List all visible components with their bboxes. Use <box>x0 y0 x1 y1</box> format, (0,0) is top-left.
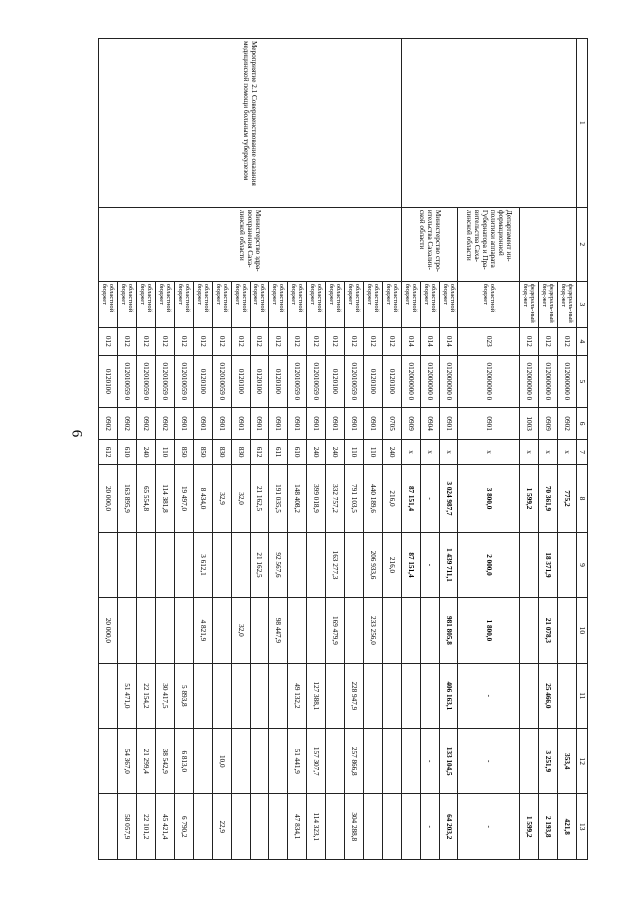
funding-source-cell: областной бюджет <box>458 281 520 327</box>
value-cell: 012 <box>558 328 577 355</box>
value-cell: 012 <box>288 328 307 355</box>
table-row <box>382 39 401 860</box>
column-header: 8 <box>577 465 588 533</box>
value-cell: - <box>458 729 520 794</box>
value-cell: 012 <box>118 328 137 355</box>
value-cell: 87 151,4 <box>401 465 420 533</box>
value-cell: 6 813,0 <box>174 729 193 794</box>
value-cell: 127 388,1 <box>307 663 326 728</box>
value-cell <box>174 532 193 597</box>
budget-table <box>98 38 588 860</box>
funding-source-cell: областной бюджет <box>174 281 193 327</box>
value-cell: 0120100 <box>99 355 118 408</box>
value-cell: 98 447,9 <box>269 598 288 663</box>
value-cell: 023 <box>458 328 520 355</box>
value-cell: 1 800,0 <box>458 598 520 663</box>
value-cell: 114 323,1 <box>307 794 326 860</box>
value-cell: 012 <box>326 328 345 355</box>
value-cell: 206 933,6 <box>363 532 382 597</box>
value-cell: 012 <box>155 328 174 355</box>
value-cell: 012 <box>231 328 250 355</box>
value-cell: х <box>520 439 539 464</box>
value-cell: 2 193,8 <box>539 794 558 860</box>
value-cell: 014 <box>420 328 439 355</box>
funding-source-cell: областной бюджет <box>137 281 156 327</box>
value-cell: 014 <box>439 328 458 355</box>
value-cell: 22 154,2 <box>137 663 156 728</box>
value-cell: х <box>458 439 520 464</box>
value-cell: 0909 <box>539 408 558 440</box>
value-cell: - <box>458 794 520 860</box>
value-cell: 0902 <box>155 408 174 440</box>
value-cell: 0120100 <box>326 355 345 408</box>
health-ministry-cell: Министерство здра-воохранения Саха-линской области <box>99 207 402 281</box>
value-cell: 0120100 <box>269 355 288 408</box>
value-cell <box>250 598 269 663</box>
column-header: 6 <box>577 408 588 440</box>
value-cell: 5 893,8 <box>174 663 193 728</box>
value-cell: 51 441,9 <box>288 729 307 794</box>
value-cell: х <box>401 439 420 464</box>
value-cell: 012 <box>363 328 382 355</box>
funding-source-cell: федераль-ный бюд-жет <box>558 281 577 327</box>
value-cell: 38 542,9 <box>155 729 174 794</box>
value-cell: 304 288,8 <box>345 794 364 860</box>
value-cell: 45 421,4 <box>155 794 174 860</box>
column-header: 9 <box>577 532 588 597</box>
value-cell <box>231 663 250 728</box>
value-cell: 1 599,2 <box>520 465 539 533</box>
value-cell: 012 <box>382 328 401 355</box>
value-cell: 21 162,5 <box>250 465 269 533</box>
value-cell: 012010059 0 <box>212 355 231 408</box>
value-cell: 2 000,0 <box>458 532 520 597</box>
value-cell: х <box>420 439 439 464</box>
value-cell: 1 439 711,1 <box>439 532 458 597</box>
value-cell: 32,0 <box>231 598 250 663</box>
value-cell: 0120100 <box>363 355 382 408</box>
value-cell: 399 018,9 <box>307 465 326 533</box>
value-cell: 92 567,6 <box>269 532 288 597</box>
value-cell <box>363 794 382 860</box>
value-cell <box>212 532 231 597</box>
value-cell: 610 <box>288 439 307 464</box>
value-cell: 70 361,9 <box>539 465 558 533</box>
value-cell: 014 <box>401 328 420 355</box>
value-cell: 163 277,3 <box>326 532 345 597</box>
executor-cell-empty <box>520 207 577 281</box>
funding-source-cell: областной бюджет <box>212 281 231 327</box>
value-cell: 830 <box>231 439 250 464</box>
column-header: 13 <box>577 794 588 860</box>
value-cell: 012 <box>307 328 326 355</box>
value-cell: 0901 <box>439 408 458 440</box>
value-cell: 233 256,0 <box>363 598 382 663</box>
value-cell: 110 <box>345 439 364 464</box>
column-header: 12 <box>577 729 588 794</box>
value-cell <box>401 794 420 860</box>
funding-source-cell: областной бюджет <box>250 281 269 327</box>
value-cell: 850 <box>174 439 193 464</box>
value-cell <box>174 598 193 663</box>
value-cell <box>269 663 288 728</box>
value-cell: 775,2 <box>558 465 577 533</box>
value-cell: 012010059 0 <box>174 355 193 408</box>
value-cell: 19 497,0 <box>174 465 193 533</box>
value-cell <box>231 729 250 794</box>
value-cell: 0901 <box>269 408 288 440</box>
value-cell: 8 434,0 <box>193 465 212 533</box>
value-cell <box>99 794 118 860</box>
value-cell <box>137 532 156 597</box>
value-cell <box>520 598 539 663</box>
value-cell <box>382 598 401 663</box>
value-cell: 4 821,9 <box>193 598 212 663</box>
value-cell: 012 <box>174 328 193 355</box>
value-cell: 012 <box>345 328 364 355</box>
value-cell <box>558 663 577 728</box>
value-cell: 0120100 <box>193 355 212 408</box>
value-cell: 0901 <box>174 408 193 440</box>
value-cell: 791 103,5 <box>345 465 364 533</box>
value-cell <box>269 729 288 794</box>
value-cell: 65 554,8 <box>137 465 156 533</box>
funding-source-cell: областной бюджет <box>99 281 118 327</box>
table-container <box>98 38 588 860</box>
value-cell: 157 307,7 <box>307 729 326 794</box>
value-cell <box>118 532 137 597</box>
value-cell: 0901 <box>288 408 307 440</box>
value-cell: 30 417,5 <box>155 663 174 728</box>
funding-source-cell: федераль-ный бюд-жет <box>520 281 539 327</box>
value-cell: - <box>420 465 439 533</box>
value-cell: 110 <box>155 439 174 464</box>
value-cell: 133 104,5 <box>439 729 458 794</box>
value-cell: 216,0 <box>382 465 401 533</box>
funding-source-cell: областной бюджет <box>118 281 137 327</box>
value-cell <box>250 729 269 794</box>
funding-source-cell: областной бюджет <box>231 281 250 327</box>
funding-source-cell: областной бюджет <box>420 281 439 327</box>
funding-source-cell: областной бюджет <box>345 281 364 327</box>
value-cell <box>307 598 326 663</box>
value-cell: 10,0 <box>212 729 231 794</box>
value-cell: 0902 <box>137 408 156 440</box>
value-cell: - <box>458 663 520 728</box>
value-cell: 0120100 <box>250 355 269 408</box>
value-cell <box>193 794 212 860</box>
value-cell <box>212 598 231 663</box>
value-cell: 3 024 987,7 <box>439 465 458 533</box>
column-header: 5 <box>577 355 588 408</box>
value-cell: 012 <box>99 328 118 355</box>
rotated-page <box>98 38 588 860</box>
value-cell: - <box>420 729 439 794</box>
value-cell: 012 <box>250 328 269 355</box>
value-cell: 406 163,1 <box>439 663 458 728</box>
value-cell <box>193 729 212 794</box>
value-cell: 0902 <box>558 408 577 440</box>
value-cell: 012 <box>520 328 539 355</box>
value-cell <box>155 532 174 597</box>
value-cell: - <box>420 532 439 597</box>
value-cell: 012 <box>193 328 212 355</box>
value-cell: 0901 <box>345 408 364 440</box>
funding-source-cell: областной бюджет <box>193 281 212 327</box>
value-cell <box>250 794 269 860</box>
value-cell: 012000000 0 <box>401 355 420 408</box>
value-cell: 012 <box>539 328 558 355</box>
value-cell <box>401 663 420 728</box>
value-cell: - <box>420 794 439 860</box>
value-cell: 012000000 0 <box>558 355 577 408</box>
value-cell <box>326 729 345 794</box>
value-cell: 440 189,6 <box>363 465 382 533</box>
value-cell: 64 203,2 <box>439 794 458 860</box>
value-cell: 257 866,8 <box>345 729 364 794</box>
value-cell: 21 078,3 <box>539 598 558 663</box>
value-cell: 0901 <box>363 408 382 440</box>
value-cell <box>231 794 250 860</box>
column-header: 1 <box>577 39 588 208</box>
funding-source-cell: областной бюджет <box>307 281 326 327</box>
value-cell: 610 <box>118 439 137 464</box>
value-cell <box>99 729 118 794</box>
value-cell: 012000000 0 <box>539 355 558 408</box>
value-cell: 18 371,9 <box>539 532 558 597</box>
value-cell: 981 805,8 <box>439 598 458 663</box>
value-cell <box>520 663 539 728</box>
value-cell: 012010059 0 <box>155 355 174 408</box>
value-cell: 32,9 <box>212 465 231 533</box>
value-cell: 47 834,1 <box>288 794 307 860</box>
value-cell: 51 471,0 <box>118 663 137 728</box>
value-cell <box>250 663 269 728</box>
value-cell: 240 <box>326 439 345 464</box>
value-cell: 87 151,4 <box>401 532 420 597</box>
value-cell: 163 895,9 <box>118 465 137 533</box>
value-cell: 240 <box>137 439 156 464</box>
value-cell: 0901 <box>193 408 212 440</box>
page-number: 6 <box>68 429 85 438</box>
value-cell: х <box>558 439 577 464</box>
value-cell <box>420 663 439 728</box>
table-body <box>99 39 577 860</box>
value-cell <box>520 729 539 794</box>
value-cell <box>420 598 439 663</box>
value-cell <box>382 794 401 860</box>
value-cell: 012000000 0 <box>458 355 520 408</box>
value-cell <box>231 532 250 597</box>
value-cell <box>363 729 382 794</box>
value-cell <box>326 794 345 860</box>
value-cell: 012010059 0 <box>137 355 156 408</box>
value-cell: 191 035,5 <box>269 465 288 533</box>
value-cell: 612 <box>99 439 118 464</box>
value-cell: х <box>439 439 458 464</box>
value-cell <box>401 729 420 794</box>
value-cell: х <box>539 439 558 464</box>
value-cell <box>558 532 577 597</box>
funding-source-cell: областной бюджет <box>382 281 401 327</box>
value-cell: 216,0 <box>382 532 401 597</box>
value-cell: 332 757,2 <box>326 465 345 533</box>
value-cell: 012010059 0 <box>307 355 326 408</box>
value-cell: 012000000 0 <box>439 355 458 408</box>
value-cell <box>401 598 420 663</box>
value-cell: 22,9 <box>212 794 231 860</box>
funding-source-cell: областной бюджет <box>269 281 288 327</box>
value-cell: 169 479,9 <box>326 598 345 663</box>
funding-source-cell: областной бюджет <box>326 281 345 327</box>
value-cell: 012 <box>269 328 288 355</box>
value-cell <box>118 598 137 663</box>
value-cell <box>363 663 382 728</box>
value-cell: 0902 <box>99 408 118 440</box>
value-cell: 012 <box>212 328 231 355</box>
value-cell: 012010059 0 <box>345 355 364 408</box>
value-cell: 3 251,9 <box>539 729 558 794</box>
value-cell <box>269 794 288 860</box>
value-cell: 0901 <box>250 408 269 440</box>
value-cell: 0909 <box>401 408 420 440</box>
value-cell <box>288 598 307 663</box>
value-cell <box>288 532 307 597</box>
value-cell: 25 466,0 <box>539 663 558 728</box>
value-cell: 114 381,8 <box>155 465 174 533</box>
value-cell: 0904 <box>420 408 439 440</box>
value-cell: 012010059 0 <box>288 355 307 408</box>
column-header: 10 <box>577 598 588 663</box>
value-cell: 0120100 <box>382 355 401 408</box>
column-number-row <box>577 39 588 860</box>
value-cell: 0902 <box>118 408 137 440</box>
value-cell: 850 <box>193 439 212 464</box>
value-cell <box>99 663 118 728</box>
construction-ministry-cell: Министерство стро-ительства Сахалин-ской области <box>401 207 458 281</box>
value-cell <box>326 663 345 728</box>
funding-source-cell: федераль-ный бюд-жет <box>539 281 558 327</box>
value-cell: 1 599,2 <box>520 794 539 860</box>
value-cell: 20 000,0 <box>99 598 118 663</box>
funding-source-cell: областной бюджет <box>363 281 382 327</box>
measure-2-1-cell: Мероприятие 2.1 Совершенствование оказания медицинской помощи больным туберкулезом <box>99 39 402 208</box>
value-cell <box>345 598 364 663</box>
measure-cell-empty <box>401 39 576 208</box>
value-cell <box>137 598 156 663</box>
value-cell: 830 <box>212 439 231 464</box>
value-cell: 421,8 <box>558 794 577 860</box>
info-policy-dept-cell: Департамент ин-формационной политики аппарата Губернатора и Пра-вительства Саха-линской области <box>458 207 520 281</box>
value-cell: 6 790,2 <box>174 794 193 860</box>
value-cell: 0705 <box>382 408 401 440</box>
value-cell: 353,4 <box>558 729 577 794</box>
value-cell: 20 000,0 <box>99 465 118 533</box>
funding-source-cell: областной бюджет <box>288 281 307 327</box>
value-cell: 3 612,1 <box>193 532 212 597</box>
column-header: 3 <box>577 281 588 327</box>
value-cell: 012010059 0 <box>118 355 137 408</box>
value-cell <box>345 532 364 597</box>
value-cell: 148 408,2 <box>288 465 307 533</box>
table-row <box>558 39 577 860</box>
value-cell: 21 299,4 <box>137 729 156 794</box>
value-cell <box>99 532 118 597</box>
value-cell <box>212 663 231 728</box>
value-cell: 0120100 <box>231 355 250 408</box>
value-cell: 21 162,5 <box>250 532 269 597</box>
value-cell: 54 367,0 <box>118 729 137 794</box>
funding-source-cell: областной бюджет <box>401 281 420 327</box>
column-header: 2 <box>577 207 588 281</box>
column-header: 7 <box>577 439 588 464</box>
value-cell: 240 <box>307 439 326 464</box>
column-header: 4 <box>577 328 588 355</box>
value-cell <box>155 598 174 663</box>
value-cell: 49 132,2 <box>288 663 307 728</box>
value-cell: 58 057,9 <box>118 794 137 860</box>
value-cell <box>520 532 539 597</box>
value-cell: 240 <box>382 439 401 464</box>
value-cell: 012000000 0 <box>520 355 539 408</box>
value-cell: 32,0 <box>231 465 250 533</box>
value-cell: 0901 <box>326 408 345 440</box>
funding-source-cell: областной бюджет <box>439 281 458 327</box>
value-cell <box>382 729 401 794</box>
value-cell: 110 <box>363 439 382 464</box>
value-cell <box>193 663 212 728</box>
value-cell: 22 101,2 <box>137 794 156 860</box>
value-cell <box>382 663 401 728</box>
value-cell: 1003 <box>520 408 539 440</box>
value-cell: 612 <box>250 439 269 464</box>
value-cell: 0901 <box>212 408 231 440</box>
column-header: 11 <box>577 663 588 728</box>
value-cell: 012000000 0 <box>420 355 439 408</box>
value-cell <box>307 532 326 597</box>
value-cell: 228 947,9 <box>345 663 364 728</box>
value-cell: 0901 <box>231 408 250 440</box>
value-cell: 611 <box>269 439 288 464</box>
value-cell <box>558 598 577 663</box>
funding-source-cell: областной бюджет <box>155 281 174 327</box>
value-cell: 3 800,0 <box>458 465 520 533</box>
value-cell: 012 <box>137 328 156 355</box>
value-cell: 0901 <box>307 408 326 440</box>
value-cell: 0901 <box>458 408 520 440</box>
